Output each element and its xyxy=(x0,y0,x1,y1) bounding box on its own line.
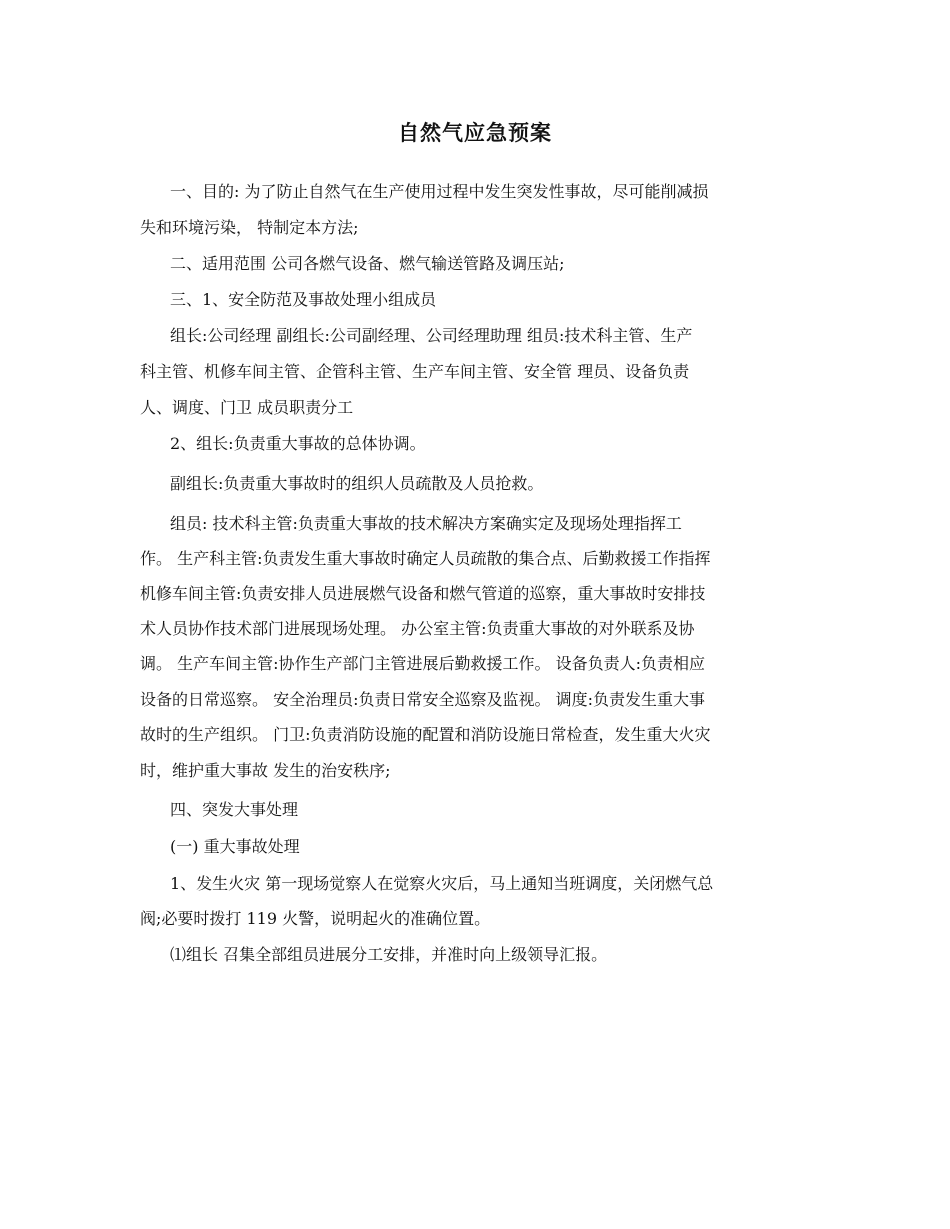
paragraph-line: 二、适用范围 公司各燃气设备、燃气输送管路及调压站; xyxy=(170,254,565,273)
paragraph-line: 科主管、机修车间主管、企管科主管、生产车间主管、安全管 理员、设备负责 xyxy=(140,362,690,381)
paragraph-line: 副组长:负责重大事故时的组织人员疏散及人员抢救。 xyxy=(170,474,544,493)
paragraph-line: 组长:公司经理 副组长:公司副经理、公司经理助理 组员:技术科主管、生产 xyxy=(170,326,693,345)
paragraph-line: 人、调度、门卫 成员职责分工 xyxy=(140,398,354,417)
document-title: 自然气应急预案 xyxy=(398,120,552,145)
paragraph-line: 阀;必要时拨打 119 火警，说明起火的准确位置。 xyxy=(140,909,491,928)
paragraph-line: 组员: 技术科主管:负责重大事故的技术解决方案确实定及现场处理指挥工 xyxy=(170,514,682,533)
paragraph-line: 一、目的: 为了防止自然气在生产使用过程中发生突发性事故，尽可能削减损 xyxy=(170,182,709,201)
subsection-heading: (一) 重大事故处理 xyxy=(170,837,300,856)
paragraph-line: 1、发生火灾 第一现场觉察人在觉察火灾后，马上通知当班调度，关闭燃气总 xyxy=(170,874,714,893)
paragraph-line: 时，维护重大事故 发生的治安秩序; xyxy=(140,761,391,780)
paragraph-line: 调。 生产车间主管:协作生产部门主管进展后勤救援工作。 设备负责人:负责相应 xyxy=(140,654,705,673)
paragraph-line: 术人员协作技术部门进展现场处理。 办公室主管:负责重大事故的对外联系及协 xyxy=(140,619,695,638)
paragraph-line: 设备的日常巡察。 安全治理员:负责日常安全巡察及监视。 调度:负责发生重大事 xyxy=(140,690,705,709)
paragraph-line: 故时的生产组织。 门卫:负责消防设施的配置和消防设施日常检查，发生重大火灾 xyxy=(140,725,711,744)
paragraph-line: 机修车间主管:负责安排人员进展燃气设备和燃气管道的巡察，重大事故时安排技 xyxy=(140,584,706,603)
paragraph-line: 三、1、安全防范及事故处理小组成员 xyxy=(170,290,437,309)
paragraph-line: 2、组长:负责重大事故的总体协调。 xyxy=(170,434,426,453)
section-heading: 四、突发大事处理 xyxy=(170,800,299,819)
paragraph-line: ⑴组长 召集全部组员进展分工安排，并准时向上级领导汇报。 xyxy=(170,945,608,964)
paragraph-line: 失和环境污染， 特制定本方法; xyxy=(140,218,359,237)
paragraph-line: 作。 生产科主管:负责发生重大事故时确定人员疏散的集合点、后勤救援工作指挥 xyxy=(140,549,711,568)
